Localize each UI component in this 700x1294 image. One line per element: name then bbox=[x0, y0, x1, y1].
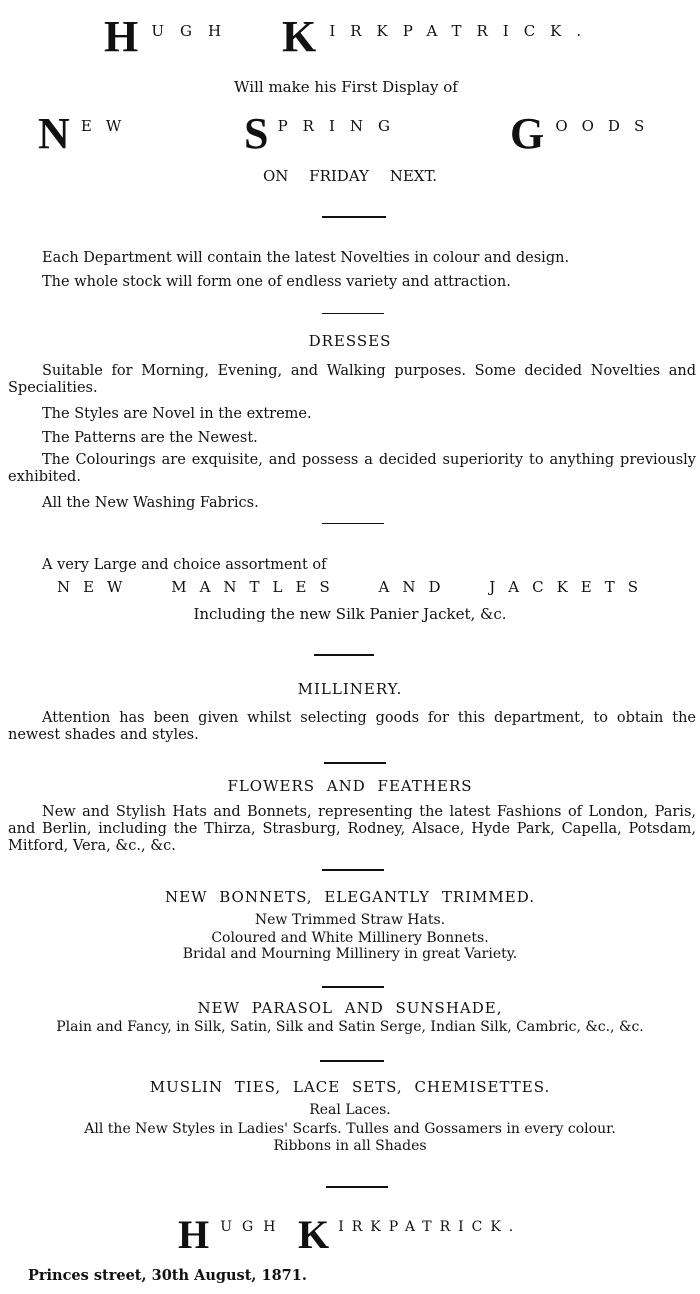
title-spring-rest: PRING bbox=[277, 117, 405, 135]
bonnets-line-1: New Trimmed Straw Hats. bbox=[254, 912, 446, 928]
section-heading-bonnets: NEW BONNETS, ELEGANTLY TRIMMED. bbox=[165, 888, 535, 906]
header-surname bbox=[282, 12, 597, 61]
intro-line: Will make his First Display of bbox=[234, 78, 458, 96]
header-last-initial: K bbox=[282, 12, 317, 61]
footer-first-initial: H bbox=[178, 1212, 210, 1257]
mantles-sub: Including the new Silk Panier Jacket, &c. bbox=[193, 605, 507, 623]
date-line: ON FRIDAY NEXT. bbox=[262, 167, 438, 185]
divider-rule bbox=[322, 869, 384, 871]
section-heading-dresses: DRESSES bbox=[308, 332, 392, 350]
muslin-line-3: Ribbons in all Shades bbox=[273, 1138, 427, 1154]
divider-rule bbox=[324, 762, 386, 764]
title-word-goods bbox=[510, 109, 659, 158]
title-word-new bbox=[38, 109, 136, 158]
divider-rule bbox=[322, 216, 386, 218]
muslin-line-1: Real Laces. bbox=[309, 1102, 391, 1118]
header-last-rest: IRKPATRICK. bbox=[329, 22, 597, 40]
title-spring-initial: S bbox=[244, 109, 269, 158]
title-new-rest: EW bbox=[80, 117, 136, 135]
title-new-initial: N bbox=[38, 109, 70, 158]
dresses-para-2: The Styles are Novel in the extreme. bbox=[42, 406, 312, 422]
footer-first-rest: UGH bbox=[220, 1219, 286, 1235]
muslin-line-2: All the New Styles in Ladies' Scarfs. Tulles and Gossamers in every colour. bbox=[84, 1121, 616, 1137]
divider-rule bbox=[322, 986, 384, 988]
divider-rule bbox=[322, 523, 384, 524]
header-first-rest: UGH bbox=[151, 22, 238, 40]
millinery-para: Attention has been given whilst selecting goods for this department, to obtain the newest shades and styles. bbox=[8, 710, 696, 743]
title-word-spring bbox=[244, 109, 405, 158]
divider-rule bbox=[314, 654, 374, 656]
divider-rule bbox=[326, 1186, 388, 1188]
bonnets-line-3: Bridal and Mourning Millinery in great Variety. bbox=[182, 946, 518, 962]
parasol-line-1: Plain and Fancy, in Silk, Satin, Silk and Satin Serge, Indian Silk, Cambric, &c., &c. bbox=[56, 1019, 644, 1035]
flowers-para: New and Stylish Hats and Bonnets, representing the latest Fashions of London, Paris, and Berlin, including the Thirza, Strasburg, Rodney, Alsace, Hyde Park, Capella, Potsdam, Mitford, Vera, &c., &c. bbox=[8, 804, 696, 854]
footer-surname bbox=[298, 1212, 522, 1257]
footer-last-initial: K bbox=[298, 1212, 330, 1257]
mantles-intro: A very Large and choice assortment of bbox=[42, 557, 327, 573]
dresses-para-3: The Patterns are the Newest. bbox=[42, 430, 258, 446]
title-goods-rest: OODS bbox=[555, 117, 659, 135]
section-heading-millinery: MILLINERY. bbox=[297, 680, 403, 698]
dresses-para-5: All the New Washing Fabrics. bbox=[42, 495, 259, 511]
section-heading-muslin: MUSLIN TIES, LACE SETS, CHEMISETTES. bbox=[149, 1078, 551, 1096]
section-heading-parasol: NEW PARASOL AND SUNSHADE, bbox=[197, 999, 503, 1017]
intro-text-1: Each Department will contain the latest Novelties in colour and design. bbox=[42, 250, 570, 266]
dresses-para-4: The Colourings are exquisite, and possess a decided superiority to anything previously exhibited. bbox=[8, 452, 696, 485]
divider-rule bbox=[320, 1060, 384, 1062]
divider-rule bbox=[322, 313, 384, 314]
section-heading-mantles: NEW MANTLES AND JACKETS bbox=[56, 578, 652, 596]
dresses-para-1: Suitable for Morning, Evening, and Walking purposes. Some decided Novelties and Specialities. bbox=[8, 363, 696, 396]
intro-text-2: The whole stock will form one of endless variety and attraction. bbox=[42, 274, 511, 290]
header-name bbox=[104, 12, 238, 61]
bonnets-line-2: Coloured and White Millinery Bonnets. bbox=[211, 930, 489, 946]
footer-name bbox=[178, 1212, 286, 1257]
header-first-initial: H bbox=[104, 12, 139, 61]
footer-last-rest: IRKPATRICK. bbox=[338, 1219, 522, 1235]
section-heading-flowers: FLOWERS AND FEATHERS bbox=[227, 777, 473, 795]
footer-address-date: Princes street, 30th August, 1871. bbox=[28, 1267, 307, 1284]
title-goods-initial: G bbox=[510, 109, 545, 158]
